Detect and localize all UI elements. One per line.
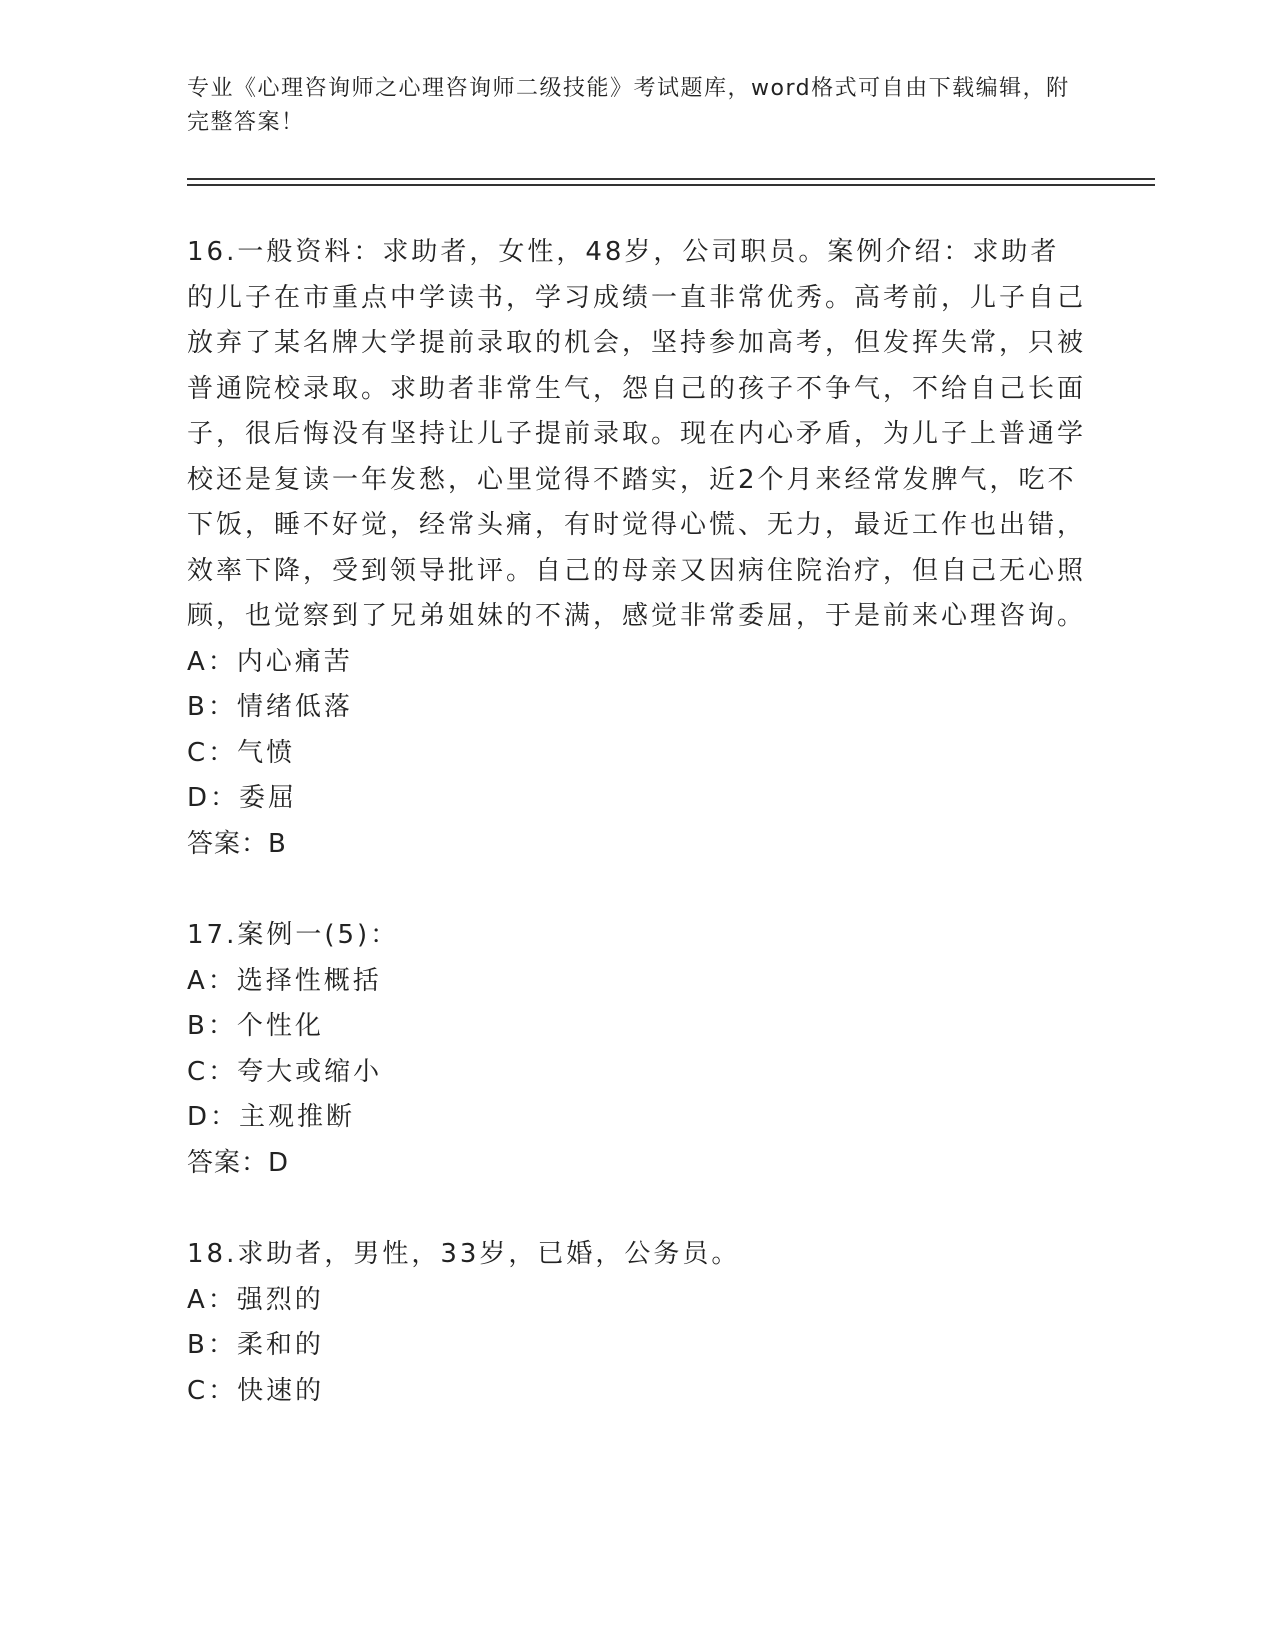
header-rule-bottom xyxy=(187,184,1155,186)
option-c: C：夸大或缩小 xyxy=(187,1056,383,1087)
question-16 xyxy=(187,230,1087,867)
option-b: B：情绪低落 xyxy=(187,692,353,722)
question-list xyxy=(187,230,1087,1460)
question-17 xyxy=(187,913,1087,1186)
option-b: B：个性化 xyxy=(187,1011,324,1041)
option-b: B：柔和的 xyxy=(187,1330,324,1360)
question-text: 16.一般资料：求助者，女性，48岁，公司职员。案例介绍：求助者的儿子在市重点中学读书，学习成绩一直非常优秀。高考前，儿子自己放弃了某名牌大学提前录取的机会，坚持参加高考，但发挥失常，只被普通院校录取。求助者非常生气，怨自己的孩子不争气，不给自己长面子，很后悔没有坚持让儿子提前录取。现在内心矛盾，为儿子上普通学校还是复读一年发愁，心里觉得不踏实，近2个月来经常发脾气，吃不下饭，睡不好觉，经常头痛，有时觉得心慌、无力，最近工作也出错，效率下降，受到领导批评。自己的母亲又因病住院治疗，但自己无心照顾，也觉察到了兄弟姐妹的不满，感觉非常委屈，于是前来心理咨询。 xyxy=(187,237,1087,631)
option-c: C：气愤 xyxy=(187,737,296,768)
answer: 答案：D xyxy=(187,1147,290,1178)
document-header xyxy=(187,72,1087,140)
option-a: A：强烈的 xyxy=(187,1284,324,1315)
option-d: D：主观推断 xyxy=(187,1102,356,1132)
question-18 xyxy=(187,1232,1087,1414)
question-text: 18.求助者，男性，33岁，已婚，公务员。 xyxy=(187,1239,741,1269)
answer: 答案：B xyxy=(187,828,287,859)
header-rule-top xyxy=(187,178,1155,180)
question-text: 17.案例一(5)： xyxy=(187,920,400,950)
header-title: 专业《心理咨询师之心理咨询师二级技能》考试题库，word格式可自由下载编辑，附完整答案！ xyxy=(187,76,1070,135)
option-a: A：选择性概括 xyxy=(187,965,382,996)
option-c: C：快速的 xyxy=(187,1375,325,1406)
option-d: D：委屈 xyxy=(187,783,298,813)
option-a: A：内心痛苦 xyxy=(187,646,353,677)
